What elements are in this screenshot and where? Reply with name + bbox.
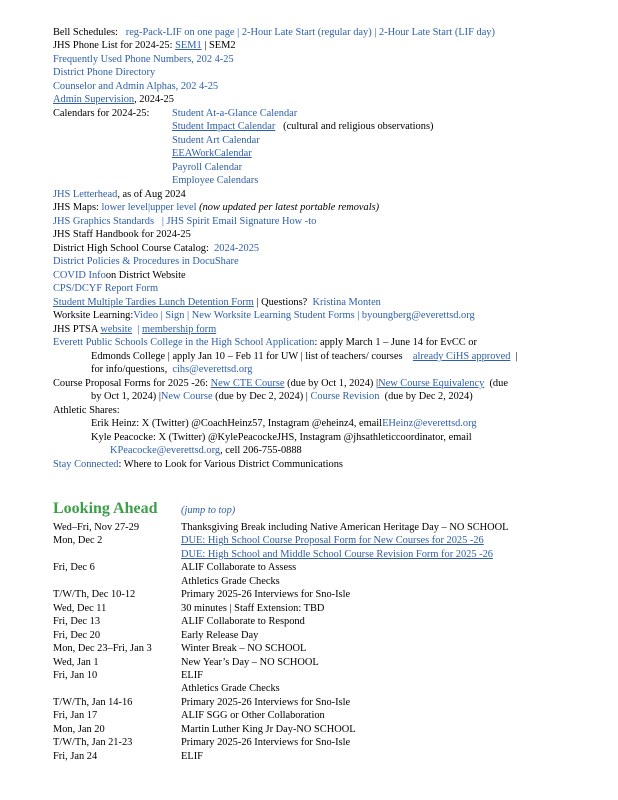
new-course-link[interactable]: New Course [160,391,213,402]
event-date: Wed, Jan 1 [53,656,99,668]
athletic-kyle-line [91,431,472,444]
event-date: Wed, Dec 11 [53,602,107,614]
staff-handbook: JHS Staff Handbook for 2024-25 [53,229,191,240]
stay-connected-text: : Where to Look for Various District Communications [118,459,343,470]
chs-line-3 [91,363,252,376]
athletic-kyle-line-2 [110,444,302,457]
graphics-standards-link[interactable]: JHS Graphics Standards [53,216,155,227]
calendar-at-a-glance-link[interactable]: Student At-a-Glance Calendar [172,108,298,119]
admin-supervision-text: , 2024-25 [134,94,174,105]
ptsa-line [53,323,216,336]
ptsa-website-link[interactable]: website [100,324,133,335]
letterhead-link[interactable]: JHS Letterhead [53,189,118,200]
covid-info-link[interactable]: COVID Info [53,270,106,281]
covid-text: on District Website [105,270,186,281]
chs-text-2: Edmonds College | apply Jan 10 – Feb 11 for UW | list of teachers/ courses [91,351,403,362]
event-due-form-link[interactable]: DUE: High School Course Proposal Form for New Courses for 2025 -26 [181,535,484,547]
chs-line-1 [53,336,477,349]
bell-sep-1: | [237,27,240,38]
event-date: Fri, Dec 6 [53,562,95,574]
calendar-impact-link[interactable]: Student Impact Calendar [172,121,276,132]
chs-approved-link[interactable]: already CiHS approved [412,351,511,362]
phone-list-sem2: SEM2 [208,40,236,51]
district-directory-link[interactable]: District Phone Directory [53,67,156,78]
maps-note: (now updated per latest portable removals) [199,202,380,213]
kyle-cell: , cell 206-755-0888 [220,445,302,456]
chs-email-link[interactable]: cihs@everettsd.org [172,364,253,375]
cps-report-link[interactable]: CPS/DCYF Report Form [53,283,159,294]
calendars-label: Calendars for 2024-25: [53,108,150,119]
letterhead-text: , as of Aug 2024 [117,189,186,200]
event-date: Fri, Jan 10 [53,669,98,681]
course-catalog-link[interactable]: 2024-2025 [214,243,260,254]
chs-line-2 [91,350,518,363]
athletic-kyle-text: Kyle Peacocke: X (Twitter) @KylePeacockeJHS, Instagram @jhsathleticcoordinator, email [91,432,472,443]
letterhead-line [53,188,186,201]
course-proposal-label: Course Proposal Forms for 2025 -26: [53,378,208,389]
tardies-questions: | Questions? [256,297,308,308]
calendar-payroll-link[interactable]: Payroll Calendar [172,162,243,173]
worksite-video-link[interactable]: Video [133,310,159,321]
course-proposal-text-3: (due [489,378,508,389]
event-description: Primary 2025-26 Interviews for Sno-Isle [181,737,351,749]
bell-late-regular-link[interactable]: 2-Hour Late Start (regular day) [241,27,372,38]
admin-supervision-link[interactable]: Admin Supervision [53,94,135,105]
ptsa-sep: | [137,324,140,335]
athletic-shares-label: Athletic Shares: [53,405,120,416]
event-description: ALIF Collaborate to Assess [181,562,297,574]
course-proposal-text-4: by Oct 1, 2024) | [91,391,161,402]
graphics-line [53,215,316,228]
event-description: Martin Luther King Jr Day-NO SCHOOL [181,723,356,735]
event-date: T/W/Th, Dec 10-12 [53,589,136,601]
looking-ahead-heading: Looking Ahead [53,500,158,517]
event-date: Wed–Fri, Nov 27-29 [53,522,140,533]
athletic-erik-line [91,417,477,430]
worksite-sep-1: | [160,310,163,321]
calendar-employee-link[interactable]: Employee Calendars [172,175,259,186]
course-catalog-label: District High School Course Catalog: [53,243,209,254]
calendar-eea-link[interactable]: EEAWorkCalendar [172,148,252,159]
event-date: Mon, Dec 2 [53,535,103,547]
event-description: Primary 2025-26 Interviews for Sno-Isle [181,589,351,601]
worksite-sign-link[interactable]: Sign [165,310,185,321]
covid-line [53,269,186,282]
admin-supervision-line [53,93,174,106]
kyle-email-link[interactable]: KPeacocke@everettsd.org [110,445,221,456]
graphics-sep: | [161,216,164,227]
worksite-forms-link[interactable]: New Worksite Learning Student Forms [191,310,355,321]
event-due-form-link[interactable]: DUE: High School and Middle School Course Revision Form for 2025 -26 [181,548,493,560]
frequent-numbers-link[interactable]: Frequently Used Phone Numbers, 202 4-25 [53,54,234,65]
event-description: Primary 2025-26 Interviews for Sno-Isle [181,696,351,708]
event-date: Fri, Jan 24 [53,750,98,762]
course-proposal-text-6: (due by Dec 2, 2024) [384,391,473,402]
event-description: Athletics Grade Checks [181,683,280,695]
phone-list-sem1-link[interactable]: SEM1 [175,40,202,51]
event-description: New Year’s Day – NO SCHOOL [181,656,319,668]
bell-late-lif-link[interactable]: 2-Hour Late Start (LIF day) [378,27,495,38]
event-description: ALIF Collaborate to Respond [181,616,305,628]
worksite-label: Worksite Learning: [53,310,134,321]
worksite-sep-3: | [357,310,360,321]
event-description: ELIF [181,750,203,762]
maps-label: JHS Maps: [53,202,99,213]
event-description: ALIF SGG or Other Collaboration [181,710,325,722]
event-date: T/W/Th, Jan 14-16 [53,696,133,708]
athletic-erik-text: Erik Heinz: X (Twitter) @CoachHeinz57, Instagram @eheinz4, email [91,418,383,429]
ptsa-membership-link[interactable]: membership form [142,324,217,335]
chs-text-3: for info/questions, [91,364,168,375]
event-date: Fri, Jan 17 [53,710,98,722]
bell-schedules-line [53,26,495,39]
event-description: Thanksgiving Break including Native American Heritage Day – NO SCHOOL [181,522,509,533]
maps-upper-link[interactable]: upper level [150,202,197,213]
event-description: Winter Break – NO SCHOOL [181,643,307,655]
phone-list-sep: | [204,40,207,51]
bell-label: Bell Schedules: [53,27,118,38]
ptsa-label: JHS PTSA [53,324,98,335]
worksite-email-link[interactable]: byoungberg@everettsd.org [361,310,475,321]
tardies-line [53,296,381,309]
maps-lower-link[interactable]: lower level [101,202,148,213]
course-catalog-line [53,242,259,255]
event-description: Athletics Grade Checks [181,575,280,587]
bell-sep-2: | [374,27,377,38]
kristina-monten-link[interactable]: Kristina Monten [312,297,381,308]
new-course-equivalency-link[interactable]: New Course Equivalency [378,378,485,389]
bell-reg-link[interactable]: reg-Pack-LIF on one page [125,27,235,38]
event-date: Fri, Dec 20 [53,629,101,641]
worksite-line [53,309,475,322]
course-proposal-text-2: (due by Oct 1, 2024) | [287,378,379,389]
phone-list-label: JHS Phone List for 2024-25: [53,40,173,51]
stay-connected-line [53,458,343,471]
new-cte-course-link[interactable]: New CTE Course [210,378,285,389]
maps-line [53,201,379,214]
chs-text-1: : apply March 1 – June 14 for EvCC or [314,337,477,348]
event-description: ELIF [181,669,203,681]
counselor-alphas-link[interactable]: Counselor and Admin Alphas, 202 4-25 [53,81,219,92]
erik-email-link[interactable]: EHeinz@everettsd.org [382,418,477,429]
calendar-item [172,120,433,133]
worksite-sep-2: | [187,310,190,321]
chs-sep: | [515,351,518,362]
maps-sep: | [147,202,151,213]
event-date: T/W/Th, Jan 21-23 [53,737,133,749]
event-description: Early Release Day [181,629,259,641]
event-date: Fri, Dec 13 [53,616,101,628]
calendar-item [172,107,297,120]
calendar-impact-note: (cultural and religious observations) [283,121,434,132]
policies-link[interactable]: District Policies & Procedures in DocuShare [53,256,239,267]
course-proposal-line-1 [53,377,508,390]
event-description: 30 minutes | Staff Extension: TBD [181,602,325,614]
event-date: Mon, Jan 20 [53,723,105,735]
course-proposal-text-5: (due by Dec 2, 2024) | [215,391,308,402]
calendar-art-link[interactable]: Student Art Calendar [172,135,260,146]
jump-to-top-link[interactable]: (jump to top) [181,505,236,516]
course-proposal-line-2 [91,390,473,403]
email-signature-link[interactable]: JHS Spirit Email Signature How -to [166,216,317,227]
tardies-form-link[interactable]: Student Multiple Tardies Lunch Detention Form [53,297,254,308]
event-date: Mon, Dec 23–Fri, Jan 3 [53,643,152,655]
phone-list-line [53,39,236,52]
chs-application-link[interactable]: Everett Public Schools College in the High School Application [53,337,315,348]
stay-connected-link[interactable]: Stay Connected [53,459,119,470]
course-revision-link[interactable]: Course Revision [310,391,380,402]
